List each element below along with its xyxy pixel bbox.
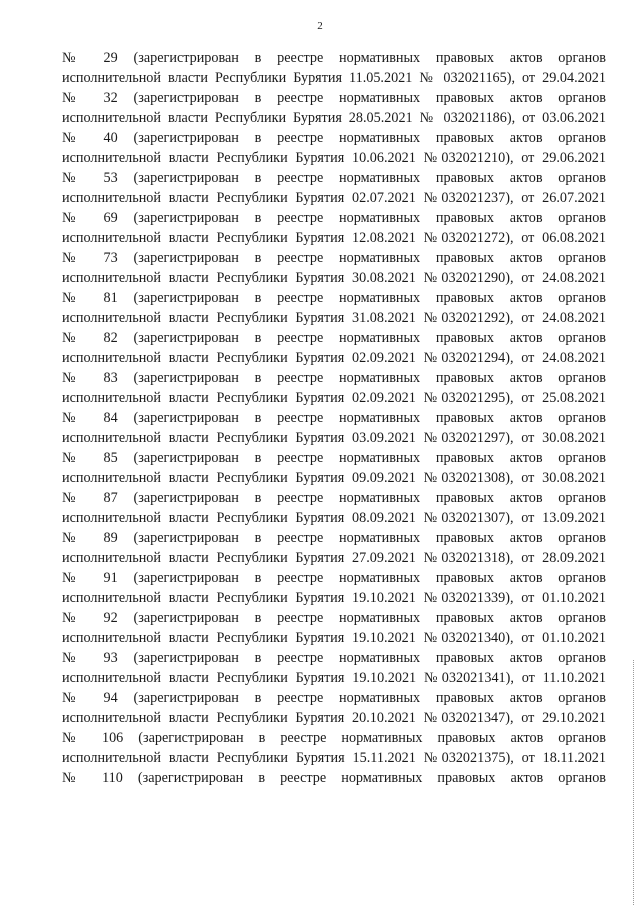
text-line: № 32 (зарегистрирован в реестре нормативных правовых актов органов xyxy=(62,90,606,106)
text-line: № 87 (зарегистрирован в реестре нормативных правовых актов органов xyxy=(62,490,606,506)
text-line: № 29 (зарегистрирован в реестре нормативных правовых актов органов xyxy=(62,50,606,66)
body-text xyxy=(62,48,606,788)
text-line: исполнительной власти Республики Бурятия 30.08.2021 №032021290), от 24.08.2021 xyxy=(62,270,606,286)
page-number: 2 xyxy=(317,20,323,32)
text-line: № 92 (зарегистрирован в реестре нормативных правовых актов органов xyxy=(62,610,606,626)
text-line: исполнительной власти Республики Бурятия 19.10.2021 №032021339), от 01.10.2021 xyxy=(62,590,606,606)
text-line: № 84 (зарегистрирован в реестре нормативных правовых актов органов xyxy=(62,410,606,426)
text-line: исполнительной власти Республики Бурятия 02.09.2021 №032021295), от 25.08.2021 xyxy=(62,390,606,406)
text-line: № 110 (зарегистрирован в реестре нормативных правовых актов органов xyxy=(62,770,606,786)
text-line: исполнительной власти Республики Бурятия 19.10.2021 №032021341), от 11.10.2021 xyxy=(62,670,606,686)
text-line: № 106 (зарегистрирован в реестре нормативных правовых актов органов xyxy=(62,730,606,746)
text-line: № 89 (зарегистрирован в реестре нормативных правовых актов органов xyxy=(62,530,606,546)
text-line: № 40 (зарегистрирован в реестре нормативных правовых актов органов xyxy=(62,130,606,146)
text-line: исполнительной власти Республики Бурятия 03.09.2021 №032021297), от 30.08.2021 xyxy=(62,430,606,446)
text-line: исполнительной власти Республики Бурятия 12.08.2021 №032021272), от 06.08.2021 xyxy=(62,230,606,246)
text-line: исполнительной власти Республики Бурятия 09.09.2021 №032021308), от 30.08.2021 xyxy=(62,470,606,486)
text-line: исполнительной власти Республики Бурятия 31.08.2021 №032021292), от 24.08.2021 xyxy=(62,310,606,326)
text-line: исполнительной власти Республики Бурятия 15.11.2021 №032021375), от 18.11.2021 xyxy=(62,750,606,766)
scan-margin-mark xyxy=(632,660,634,905)
text-line: исполнительной власти Республики Бурятия 19.10.2021 №032021340), от 01.10.2021 xyxy=(62,630,606,646)
text-line: исполнительной власти Республики Бурятия 10.06.2021 №032021210), от 29.06.2021 xyxy=(62,150,606,166)
text-line: исполнительной власти Республики Бурятия 02.09.2021 №032021294), от 24.08.2021 xyxy=(62,350,606,366)
text-line: № 69 (зарегистрирован в реестре нормативных правовых актов органов xyxy=(62,210,606,226)
text-line: исполнительной власти Республики Бурятия 08.09.2021 №032021307), от 13.09.2021 xyxy=(62,510,606,526)
text-line: исполнительной власти Республики Бурятия 02.07.2021 №032021237), от 26.07.2021 xyxy=(62,190,606,206)
text-line: № 53 (зарегистрирован в реестре нормативных правовых актов органов xyxy=(62,170,606,186)
text-line: № 94 (зарегистрирован в реестре нормативных правовых актов органов xyxy=(62,690,606,706)
text-line: № 93 (зарегистрирован в реестре нормативных правовых актов органов xyxy=(62,650,606,666)
text-line: исполнительной власти Республики Бурятия 20.10.2021 №032021347), от 29.10.2021 xyxy=(62,710,606,726)
text-line: № 73 (зарегистрирован в реестре нормативных правовых актов органов xyxy=(62,250,606,266)
text-line: исполнительной власти Республики Бурятия 11.05.2021 № 032021165), от 29.04.2021 xyxy=(62,70,606,86)
text-line: № 91 (зарегистрирован в реестре нормативных правовых актов органов xyxy=(62,570,606,586)
text-line: № 82 (зарегистрирован в реестре нормативных правовых актов органов xyxy=(62,330,606,346)
text-line: исполнительной власти Республики Бурятия 28.05.2021 № 032021186), от 03.06.2021 xyxy=(62,110,606,126)
text-line: исполнительной власти Республики Бурятия 27.09.2021 №032021318), от 28.09.2021 xyxy=(62,550,606,566)
text-line: № 81 (зарегистрирован в реестре нормативных правовых актов органов xyxy=(62,290,606,306)
text-line: № 85 (зарегистрирован в реестре нормативных правовых актов органов xyxy=(62,450,606,466)
text-line: № 83 (зарегистрирован в реестре нормативных правовых актов органов xyxy=(62,370,606,386)
